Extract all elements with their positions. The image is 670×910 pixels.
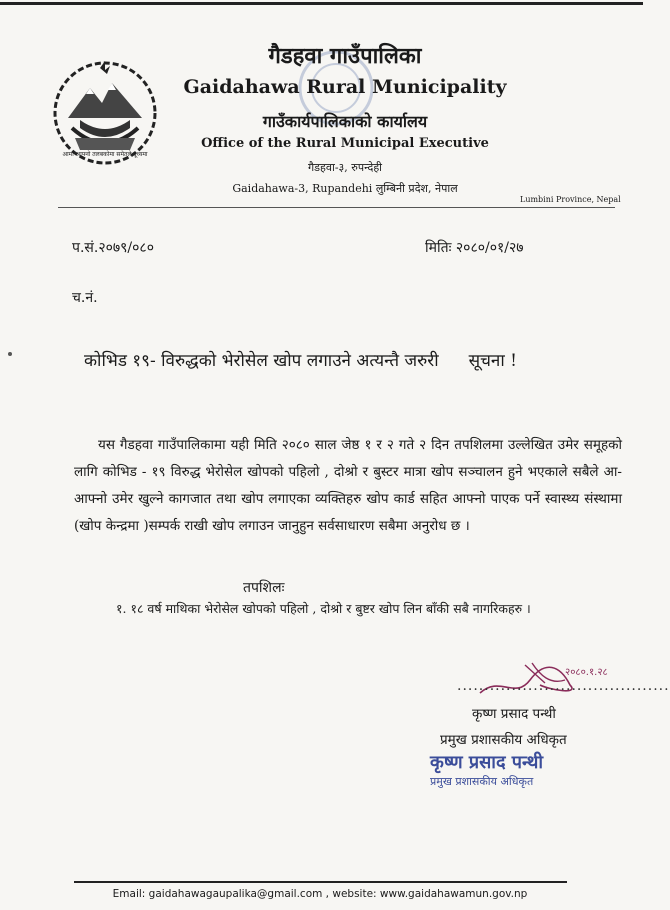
municipality-name-english: Gaidahawa Rural Municipality — [183, 76, 507, 98]
office-name-english: Office of the Rural Municipal Executive — [201, 136, 489, 151]
schedule-heading: तपशिलः — [243, 580, 285, 596]
official-stamp — [430, 750, 543, 789]
stamp-title: प्रमुख प्रशासकीय अधिकृत — [430, 775, 534, 788]
dispatch-number: च.नं. — [72, 290, 98, 306]
body-paragraph: यस गैडहवा गाउँपालिकामा यही मिति २०८० साल जेष्ठ १ र २ गते २ दिन तपशिलमा उल्लेखित उमेर समूहको लागि कोभिड - १९ विरुद्ध भेरोसेल खोपको पहिलो , दोश्रो र बुस्टर मात्रा खोप सञ्चालन हुने भएकाले सबैले आ-आफ्नो उमेर खुल्ने कागजात तथा खोप लगाएका व्यक्तिहरु खोप कार्ड सहित आफ्नो पाएक पर्ने स्वास्थ्य संस्थामा (खोप केन्द्रमा )सम्पर्क राखी खोप लगाउन जानुहुन सर्वसाधारण सबैमा अनुरोध छ । — [74, 437, 622, 534]
address-english: Gaidahawa-3, Rupandehi लुम्बिनी प्रदेश, नेपाल — [232, 182, 458, 195]
footer-contact: Email: gaidahawagaupalika@gmail.com , website: www.gaidahawamun.gov.np — [112, 888, 528, 900]
municipality-name-nepali: गैडहवा गाउँपालिका — [268, 43, 422, 69]
signatory-name: कृष्ण प्रसाद पन्थी — [472, 706, 556, 722]
notice-label: सूचना ! — [468, 351, 517, 371]
reference-number: प.सं.२०७९/०८० — [72, 240, 154, 256]
scan-speck — [8, 352, 12, 356]
province-label: Lumbini Province, Nepal — [520, 195, 621, 204]
address-nepali: गैडहवा-३, रुपन्देही — [307, 161, 383, 174]
letter-date: मितिः २०८०/०१/२७ — [425, 240, 524, 256]
top-border-line — [0, 2, 643, 5]
stamp-name: कृष्ण प्रसाद पन्थी — [430, 752, 543, 773]
notice-body — [74, 432, 622, 540]
svg-text:२०८०.१.२८: २०८०.१.२८ — [565, 667, 608, 678]
office-name-nepali: गाउँकार्यपालिकाको कार्यालय — [262, 112, 428, 131]
footer-divider — [74, 881, 567, 883]
subject-text: कोभिड १९- विरुद्धको भेरोसेल खोप लगाउने अत्यन्तै जरुरी — [84, 351, 439, 371]
notice-subject — [84, 348, 614, 371]
schedule-item: १. १८ वर्ष माथिका भेरोसेल खोपको पहिलो , दोश्रो र बुष्टर खोप लिन बाँकी सबै नागरिकहरु । — [116, 601, 531, 616]
header-divider — [58, 207, 615, 208]
signatory-title: प्रमुख प्रशासकीय अधिकृत — [440, 732, 567, 748]
emblem-motto: आमा आफ्नो तलबकोमा समेतले दूध्यमा — [62, 151, 148, 158]
signature-line: ....................................... — [457, 678, 670, 694]
